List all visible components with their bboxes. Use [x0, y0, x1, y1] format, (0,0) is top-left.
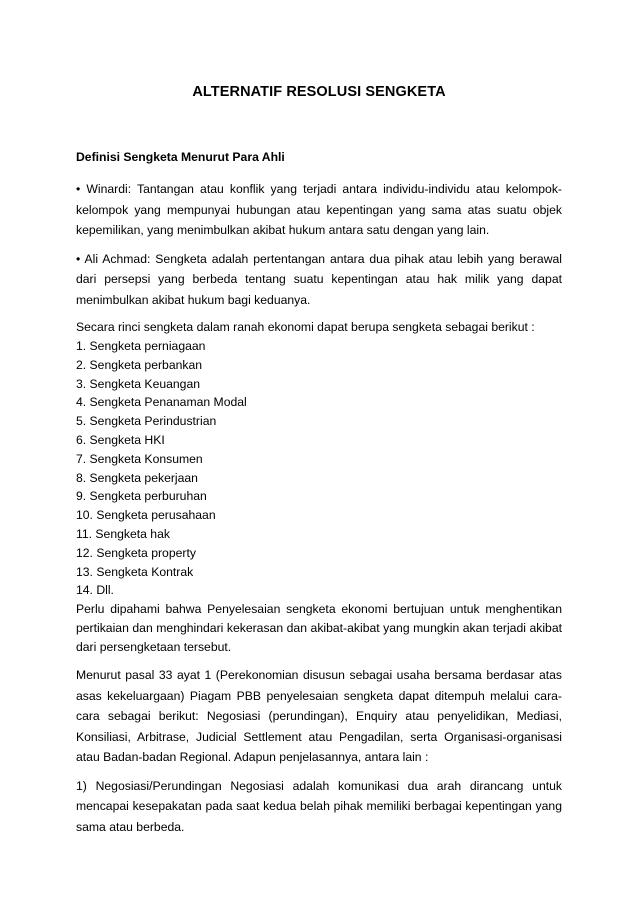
list-item: 9. Sengketa perburuhan [76, 489, 207, 504]
list-item: 14. Dll. [76, 583, 114, 598]
dispute-type-list [76, 337, 562, 600]
paragraph-perlu-dipahami: Perlu dipahami bahwa Penyelesaian sengketa ekonomi bertujuan untuk menghentikan pertikaian dan menghindari kekerasan dan akibat-akibat yang mungkin akan terjadi akibat dari persengketaan tersebut. [76, 602, 562, 655]
list-item: 7. Sengketa Konsumen [76, 451, 203, 466]
document-title: ALTERNATIF RESOLUSI SENGKETA [192, 84, 446, 100]
list-item: 8. Sengketa pekerjaan [76, 470, 198, 485]
paragraph-negosiasi: 1) Negosiasi/Perundingan Negosiasi adalah komunikasi dua arah dirancang untuk mencapai kesepakatan pada saat kedua belah pihak memiliki berbagai kepentingan yang sama atau berbeda. [76, 778, 562, 834]
list-intro: Secara rinci sengketa dalam ranah ekonomi dapat berupa sengketa sebagai berikut : [76, 320, 535, 334]
paragraph-ali-achmad: • Ali Achmad: Sengketa adalah pertentangan antara dua pihak atau lebih yang berawal dari persepsi yang berbeda tentang suatu kepentingan atau hak milik yang dapat menimbulkan akibat hukum bagi keduanya. [76, 251, 562, 307]
list-item: 13. Sengketa Kontrak [76, 564, 194, 579]
list-item: 2. Sengketa perbankan [76, 357, 203, 372]
list-item: 4. Sengketa Penanaman Modal [76, 395, 247, 410]
list-item: 1. Sengketa perniagaan [76, 339, 206, 353]
paragraph-winardi: • Winardi: Tantangan atau konflik yang terjadi antara individu-individu atau kelompok-kelompok yang mempunyai hubungan atau kepentingan yang sama atas suatu objek kepemilikan, yang menimbulkan akibat hukum antara satu dengan yang lain. [76, 182, 562, 237]
document-body [76, 148, 562, 845]
section-heading: Definisi Sengketa Menurut Para Ahli [76, 150, 285, 164]
list-item: 5. Sengketa Perindustrian [76, 414, 217, 429]
list-item: 10. Sengketa perusahaan [76, 508, 216, 523]
list-item: 11. Sengketa hak [76, 526, 170, 541]
list-item: 3. Sengketa Keuangan [76, 376, 201, 391]
list-item: 6. Sengketa HKI [76, 432, 165, 447]
paragraph-pasal-33: Menurut pasal 33 ayat 1 (Perekonomian disusun sebagai usaha bersama berdasar atas asas kekeluargaan) Piagam PBB penyelesaian sengketa dapat ditempuh melalui cara-cara sebagai berikut: Negosiasi (perundingan), Enquiry atau penyelidikan, Mediasi, Konsiliasi, Arbitrase, Judicial Settlement atau Pengadilan, serta Organisasi-organisasi atau Badan-badan Regional. Adapun penjelasannya, antara lain : [76, 668, 562, 765]
list-item: 12. Sengketa property [76, 545, 196, 560]
